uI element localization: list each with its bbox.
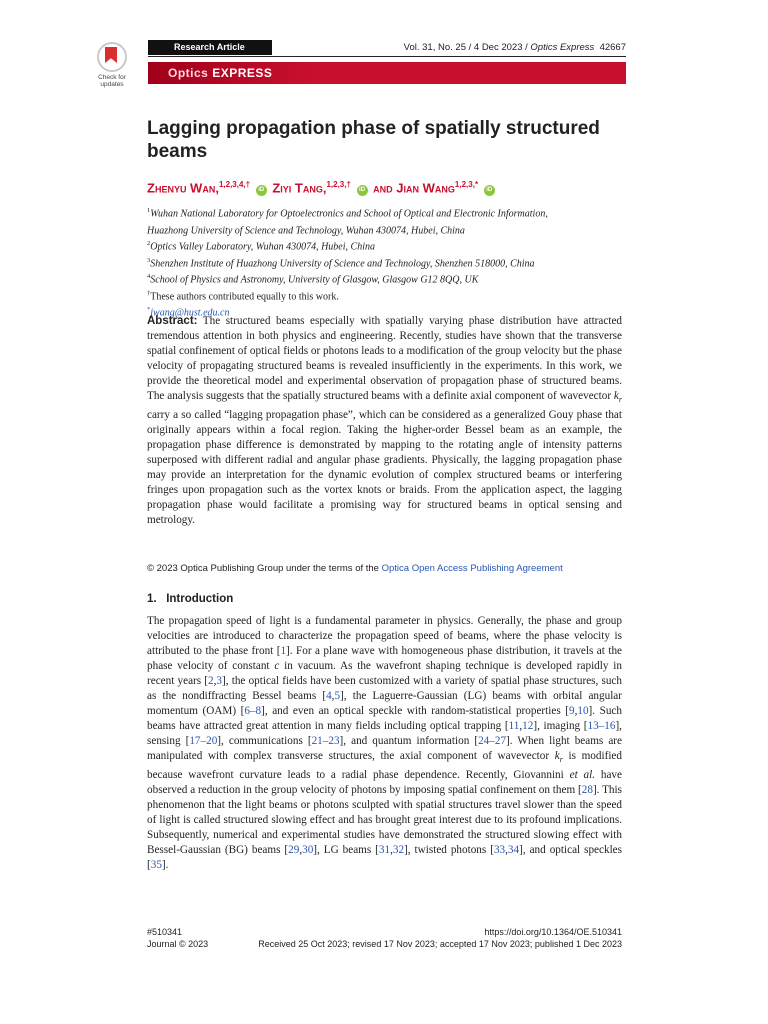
- check-for-updates-badge[interactable]: [92, 42, 132, 88]
- author-3[interactable]: Jian Wang: [396, 180, 455, 196]
- citation-link[interactable]: 17–20: [189, 735, 218, 748]
- publication-dates: Received 25 Oct 2023; revised 17 Nov 2023; accepted 17 Nov 2023; published 1 Dec 2023: [258, 939, 622, 949]
- affiliation-line: $^1$Wuhan National Laboratory for Optoelectronics and School of Optical and Electronic Information,: [147, 207, 548, 220]
- journal-logo: [168, 62, 272, 84]
- citation-link[interactable]: 31: [378, 843, 391, 856]
- citation-link[interactable]: 33: [493, 843, 506, 856]
- author-3-affil: 1,2,3,*: [454, 180, 479, 189]
- citation-link[interactable]: 34: [507, 843, 520, 856]
- manuscript-id: #510341: [147, 927, 183, 937]
- license-link[interactable]: Optica Open Access Publishing Agreement: [381, 563, 563, 574]
- orcid-icon[interactable]: iD: [484, 185, 495, 196]
- citation-link[interactable]: 13–16: [587, 720, 616, 733]
- affiliations: [147, 204, 617, 320]
- citation-link[interactable]: 5: [334, 690, 341, 703]
- author-list: [147, 176, 627, 197]
- section-heading: 1. Introduction: [147, 593, 234, 605]
- volume-info: [404, 40, 626, 55]
- and-text: and: [373, 180, 393, 196]
- citation-link[interactable]: 24–27: [478, 735, 507, 748]
- article-title: Lagging propagation phase of spatially structured beams: [147, 118, 600, 162]
- citation-link[interactable]: 3: [216, 675, 223, 688]
- citation-link[interactable]: 11: [508, 720, 520, 733]
- bookmark-icon: [97, 42, 127, 72]
- citation-link[interactable]: 32: [392, 843, 405, 856]
- citation-link[interactable]: 35: [150, 858, 162, 871]
- footer-right: [240, 926, 622, 950]
- affiliation-line: $^3$Shenzhen Institute of Huazhong University of Science and Technology, Shenzhen 518000, China: [147, 256, 535, 269]
- article-type-label: Research Article: [148, 40, 272, 55]
- abstract-label: Abstract:: [147, 315, 198, 327]
- author-2[interactable]: Ziyi Tang,: [272, 180, 327, 196]
- orcid-icon[interactable]: iD: [256, 185, 267, 196]
- citation-link[interactable]: 30: [302, 843, 314, 856]
- page-number: 42667: [599, 42, 626, 53]
- badge-text: Check for updates: [98, 74, 126, 88]
- author-2-affil: 1,2,3,†: [326, 180, 351, 189]
- corresponding-email[interactable]: *jwang@hust.edu.cn: [147, 306, 230, 319]
- copyright-notice: © 2023 Optica Publishing Group under the terms of the Optica Open Access Publishing Agreement: [147, 563, 563, 574]
- citation-link[interactable]: 1: [280, 645, 287, 658]
- journal-banner: [148, 62, 626, 84]
- citation-link[interactable]: 29: [288, 843, 300, 856]
- journal-italic: Optics Express: [530, 42, 595, 53]
- author-1[interactable]: Zhenyu Wan,: [147, 180, 219, 196]
- doi-link[interactable]: https://doi.org/10.1364/OE.510341: [484, 927, 622, 937]
- citation-link[interactable]: 28: [581, 783, 593, 796]
- citation-link[interactable]: 9: [568, 705, 575, 718]
- header-bar: [148, 40, 626, 57]
- citation-link[interactable]: 21–23: [311, 735, 340, 748]
- journal-copyright: Journal © 2023: [147, 939, 209, 949]
- affiliation-line: $^2$Optics Valley Laboratory, Wuhan 430074, Hubei, China: [147, 240, 375, 253]
- affiliation-line: Huazhong University of Science and Technology, Wuhan 430074, Hubei, China: [147, 224, 465, 236]
- citation-link[interactable]: 12: [522, 720, 534, 733]
- orcid-icon[interactable]: iD: [357, 185, 368, 196]
- volume-text: Vol. 31, No. 25 / 4 Dec 2023 /: [403, 42, 531, 53]
- citation-link[interactable]: 6–8: [244, 705, 262, 718]
- affiliation-line: $^4$School of Physics and Astronomy, University of Glasgow, Glasgow G12 8QQ, UK: [147, 273, 479, 286]
- citation-link[interactable]: 4: [326, 690, 332, 703]
- footer-left: [147, 926, 208, 950]
- abstract: Abstract: The structured beams especially with spatially varying phase distribution have attracted tremendous attention in both physics and engineering. Recently, studies have shown that the transverse spatial confinement of optical fields or photons leads to a modification of the group velocity but the phase velocity of propagating structured beams is revealed insufficiently in the experiments. In this work, we provide the theoretical model and experimental observation of propagation phase of structured beams. The analysis suggests that the spatially structured beams with a definite axial component of wavevector $k_r$ carry a so called “lagging propagation phase”, which can be considered as a generalized Gouy phase that originally appears within a focal region. Taking the higher-order Bessel beam as an example, the propagation phase difference is demonstrated by mapping to the rotating angle of intensity patterns superposed with different radial and angular phase gradients. Physically, the lagging propagation phase may provide an interpretation for the dynamic evolution of complex structured beams or interfering fringes upon propagation such as the vortex knots or braids. From the application aspect, the lagging propagation phase would facilitate a promising way for structured beams in optical sensing and metrology.: [147, 315, 622, 527]
- journal-brand-express: EXPRESS: [212, 66, 273, 80]
- author-1-affil: 1,2,3,4,†: [218, 180, 251, 189]
- equal-contribution-note: †These authors contributed equally to this work.: [147, 289, 339, 302]
- citation-link[interactable]: 2: [208, 675, 214, 688]
- introduction-paragraph: The propagation speed of light is a fundamental parameter in physics. Generally, the phase and group velocities are introduced to characterize the propagation speed of beams, where the phase velocity is attributed to the phase front [1]. For a plane wave with homogeneous phase distribution, it travels at the phase velocity of constant c in vacuum. As the wavefront shaping technique is developed rapidly in recent years [2,3], the optical fields have been customized with a variety of spatial phase structures, such as the nondiffracting Bessel beams [4,5], the Laguerre-Gaussian (LG) beams with orbital angular momentum (OAM) [6–8], and even an optical speckle with random-statistical properties [9,10]. Such beams have attracted great attention in many fields including optical trapping [11,12], imaging [13–16], sensing [17–20], communications [21–23], and quantum information [24–27]. When light beams are manipulated with complex transverse structures, the axial component of wavevector $k_r$ is modified because wavefront curvature leads to a radial phase dependence. Recently, Giovannini et al. have observed a reduction in the group velocity of photons by imposing spatial confinement on them [28]. This phenomenon that the light beams or photons sculpted with spatial structures travel slower than the speed of light is called structured slowing effect and has brought great interest due to its profound implications. Subsequently, numerical and experimental studies have demonstrated the structured slowing effect with Bessel-Gaussian (BG) beams [29,30], LG beams [31,32], twisted photons [33,34], and optical speckles [35].: [147, 615, 623, 871]
- citation-link[interactable]: 10: [577, 705, 589, 718]
- journal-brand-optics: Optics: [168, 66, 209, 80]
